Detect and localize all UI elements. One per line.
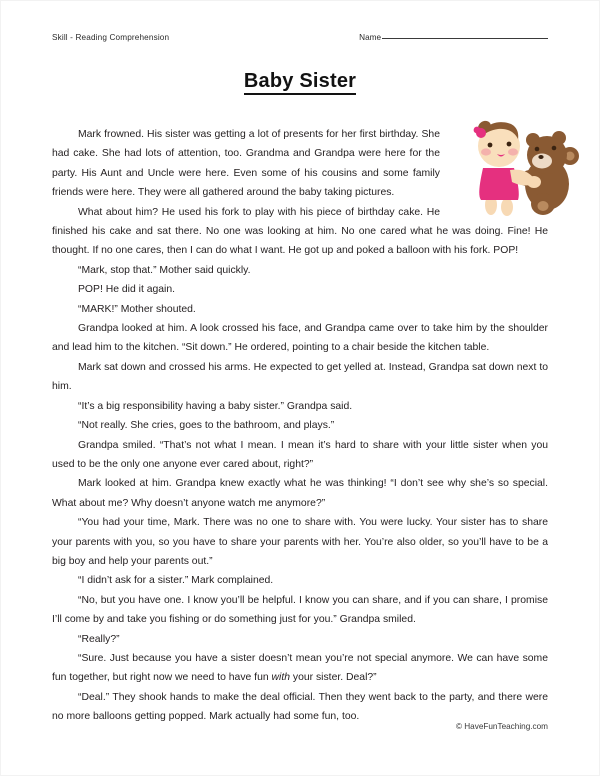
story-paragraph: “Deal.” They shook hands to make the deal official. Then they went back to the party, and there were no more balloons getting popped. Mark actually had some fun, too. [52, 691, 548, 723]
story-paragraph: Grandpa looked at him. A look crossed his face, and Grandpa came over to take him by the shoulder and lead him to the kitchen. “Sit down.” He ordered, pointing to a chair beside the kitchen table. [52, 323, 548, 354]
name-label: Name [359, 33, 381, 42]
name-input-line[interactable] [382, 37, 548, 39]
emphasis-text: with [271, 672, 290, 684]
story-paragraph: Mark frowned. His sister was getting a lot of presents for her first birthday. She had cake. She had lots of attention, too. Grandma and Grandpa were here for the party. His Aunt and Uncle were here. Even some of his cousins and some family friends were here. They were all gathered around the baby taking pictures. [52, 129, 440, 199]
story-paragraph: “You had your time, Mark. There was no one to share with. You were lucky. Your sister has to share your parents with you, so you have to share your parents with her. You’re also older, so you’ll have to be a big boy and help your parents out.” [52, 517, 548, 567]
story-paragraph: “Sure. Just because you have a sister doesn’t mean you’re not special anymore. We can have some fun together, but right now we need to have fun with your sister. Deal?” [52, 652, 548, 684]
story-paragraph: “Mark, stop that.” Mother said quickly. [78, 264, 251, 276]
story-paragraph: “I didn’t ask for a sister.” Mark complained. [78, 575, 274, 587]
story-paragraph: Mark sat down and crossed his arms. He expected to get yelled at. Instead, Grandpa sat down next to him. [52, 361, 548, 393]
story-paragraph: “MARK!” Mother shouted. [78, 303, 196, 315]
story-body [52, 125, 548, 727]
footer-credit: © HaveFunTeaching.com [455, 722, 548, 731]
page-title [0, 70, 600, 93]
story-paragraph: Mark looked at him. Grandpa knew exactly what he was thinking! “I don’t see why she’s so special. What about me? Why doesn’t anyone watch me anymore?” [52, 478, 548, 509]
story-paragraph: POP! He did it again. [78, 284, 176, 296]
story-paragraph: “Not really. She cries, goes to the bathroom, and plays.” [78, 420, 335, 432]
skill-label: Skill - Reading Comprehension [52, 33, 170, 42]
worksheet-header [52, 33, 548, 42]
page-title-text: Baby Sister [244, 70, 356, 95]
story-paragraph: “No, but you have one. I know you’ll be helpful. I know you can share, and if you can share, I promise I’ll come by and take you fishing or do something just for you.” Grandpa smiled. [52, 594, 548, 626]
name-field-block [359, 33, 548, 42]
story-paragraph: What about him? He used his fork to play with his piece of birthday cake. He finished his cake and sat there. No one was looking at him. No one cared what he was doing. Fine! He thought. If no one cares, then I can do what I want. He got up and poked a balloon with his fork. POP! [52, 206, 548, 257]
story-paragraph: “Really?” [78, 633, 120, 645]
story-paragraph: Grandpa smiled. “That’s not what I mean. I mean it’s hard to share with your little sister when you used to be the only one anyone ever cared about, right?” [52, 439, 548, 470]
story-paragraph: “It’s a big responsibility having a baby sister.” Grandpa said. [78, 400, 353, 412]
illustration-text-wrap-spacer [440, 125, 548, 221]
